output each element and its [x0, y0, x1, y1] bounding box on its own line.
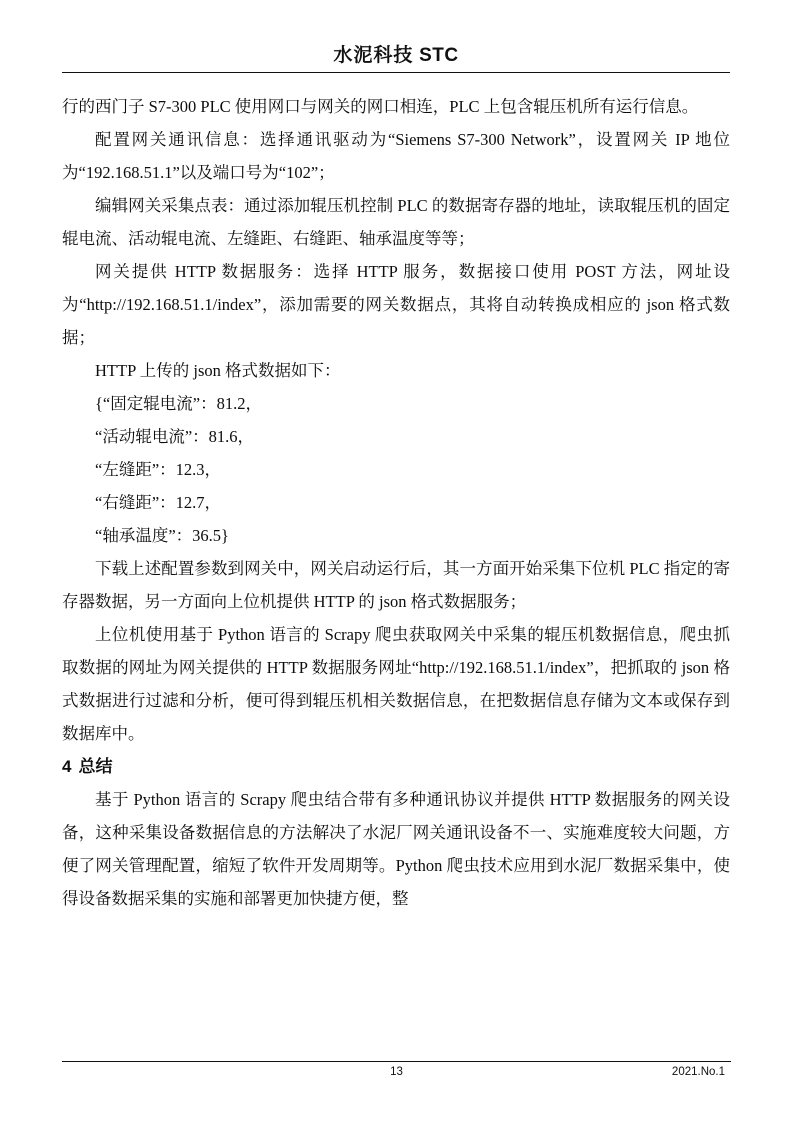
footer-page-number: 13: [390, 1066, 403, 1078]
body-content: [62, 90, 730, 915]
json-line: {“固定辊电流”：81.2，: [95, 394, 262, 413]
footer-issue: 2021.No.1: [671, 1066, 725, 1078]
section-heading: [62, 750, 730, 783]
journal-title: [62, 40, 730, 67]
paragraph-point-table: 编辑网关采集点表：通过添加辊压机控制 PLC 的数据寄存器的地址，读取辊压机的固定辊电流、活动辊电流、左缝距、右缝距、轴承温度等等；: [62, 196, 730, 248]
paragraph-scrapy-usage: 上位机使用基于 Python 语言的 Scrapy 爬虫获取网关中采集的辊压机数据信息，爬虫抓取数据的网址为网关提供的 HTTP 数据服务网址“http://192.168.51.1/index”，把抓取的 json 格式数据进行过滤和分析，便可得到辊压机相关数据信息，在把数据信息存储为文本或保存到数据库中。: [62, 625, 730, 743]
paragraph-conclusion: 基于 Python 语言的 Scrapy 爬虫结合带有多种通讯协议并提供 HTTP 数据服务的网关设备，这种采集设备数据信息的方法解决了水泥厂网关通讯设备不一、实施难度较大问题，方便了网关管理配置，缩短了软件开发周期等。Python 爬虫技术应用到水泥厂数据采集中，使得设备数据采集的实施和部署更加快捷方便，整: [62, 790, 730, 908]
section-title: 总结: [78, 757, 113, 776]
paragraph-download-config: 下载上述配置参数到网关中，网关启动运行后，其一方面开始采集下位机 PLC 指定的寄存器数据，另一方面向上位机提供 HTTP 的 json 格式数据服务；: [62, 559, 730, 611]
json-line: “轴承温度”：36.5}: [95, 526, 229, 545]
paragraph-json-intro: HTTP 上传的 json 格式数据如下：: [95, 361, 341, 380]
paragraph-continued: 行的西门子 S7-300 PLC 使用网口与网关的网口相连，PLC 上包含辊压机所有运行信息。: [62, 97, 699, 116]
journal-title-cn: 水泥科技: [333, 45, 414, 66]
journal-title-en: STC: [419, 45, 459, 66]
page-header: [62, 40, 730, 79]
page-footer: [62, 1061, 731, 1084]
footer-row: [62, 1066, 731, 1084]
footer-rule: [62, 1061, 731, 1062]
header-rule: [62, 72, 730, 73]
paragraph-http-service: 网关提供 HTTP 数据服务：选择 HTTP 服务，数据接口使用 POST 方法，网址设为“http://192.168.51.1/index”，添加需要的网关数据点，其将自动转换成相应的 json 格式数据；: [62, 262, 730, 347]
json-line: “活动辊电流”：81.6，: [95, 427, 255, 446]
json-line: “左缝距”：12.3，: [95, 460, 222, 479]
paragraph-gateway-config: 配置网关通讯信息：选择通讯驱动为“Siemens S7-300 Network”，设置网关 IP 地位为“192.168.51.1”以及端口号为“102”；: [62, 130, 730, 182]
section-number: 4: [62, 757, 72, 776]
json-line: “右缝距”：12.7，: [95, 493, 222, 512]
page-content-area: [62, 40, 730, 1080]
